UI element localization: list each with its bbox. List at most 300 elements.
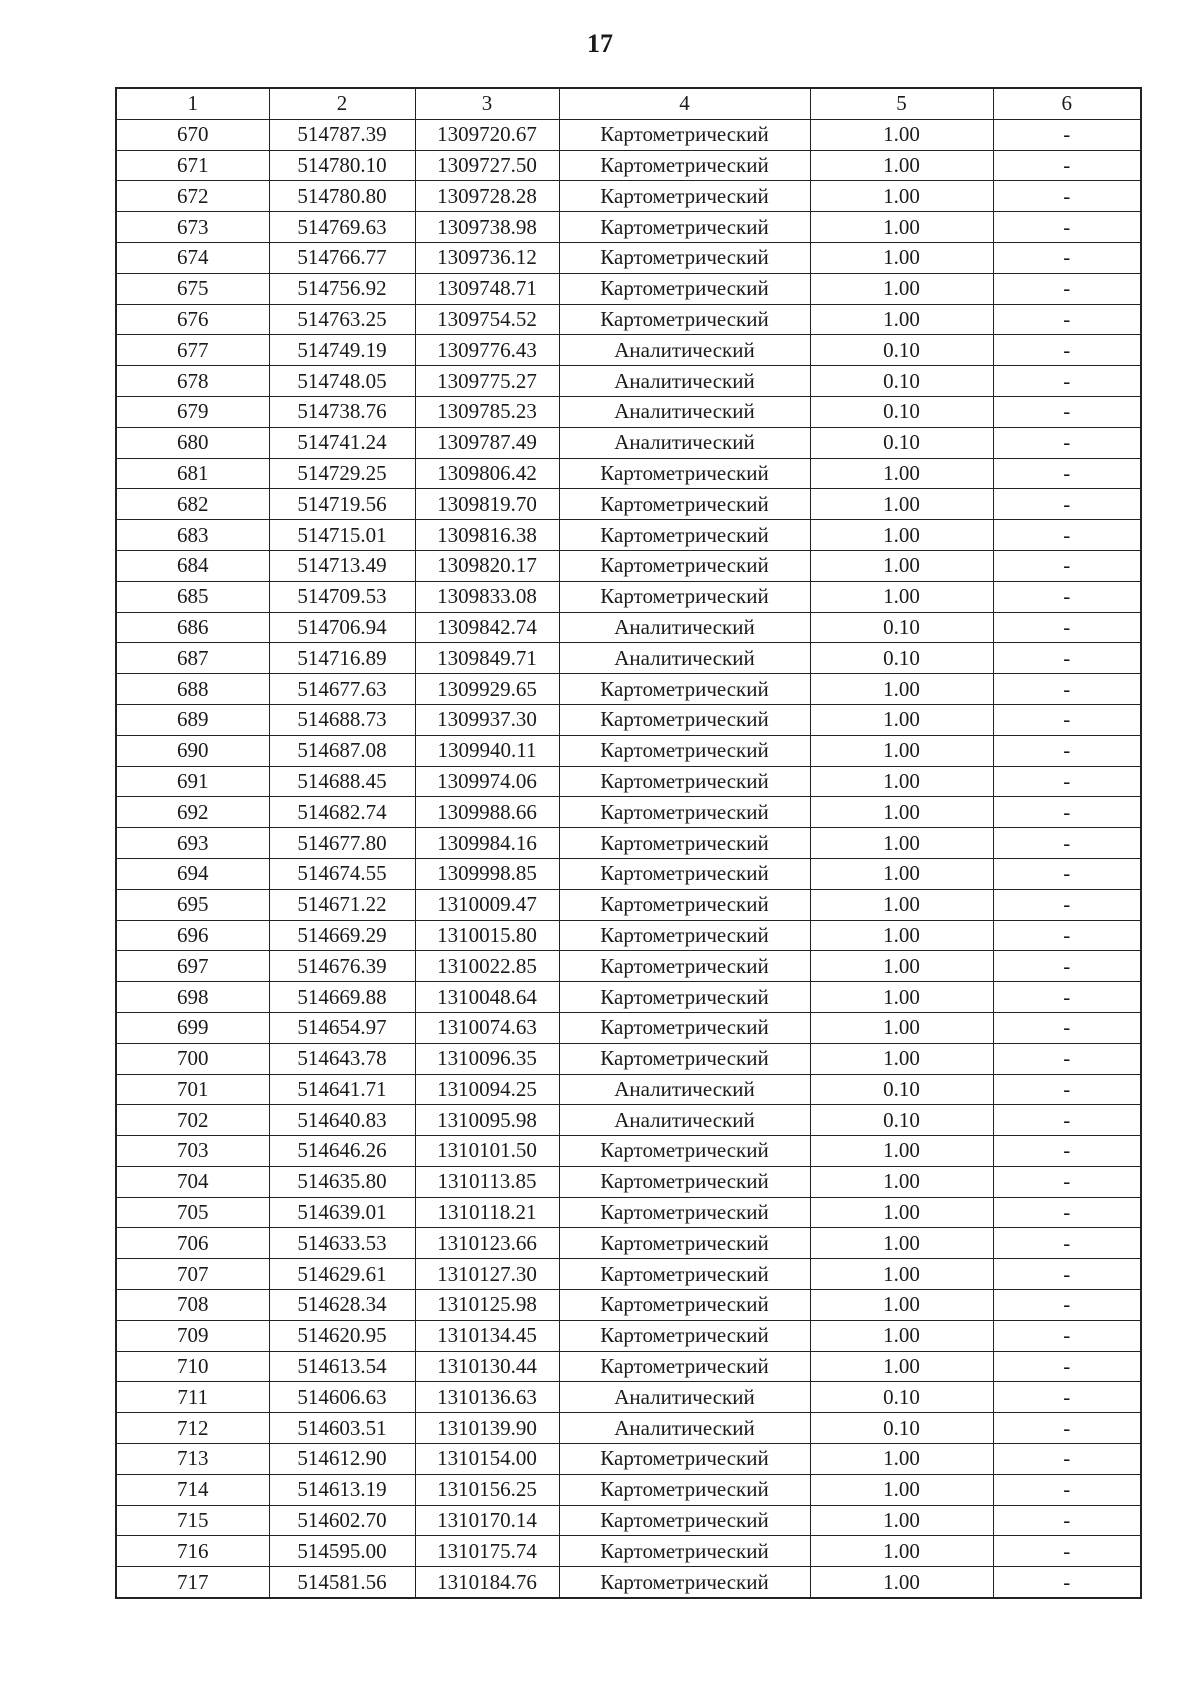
y-coordinate-cell: 1310101.50	[415, 1136, 559, 1167]
page-number: 17	[587, 29, 613, 58]
y-coordinate-cell: 1310123.66	[415, 1228, 559, 1259]
y-coordinate-cell: 1310170.14	[415, 1505, 559, 1536]
x-coordinate-cell: 514719.56	[269, 489, 415, 520]
point-number-cell: 698	[116, 982, 269, 1013]
point-number-cell: 672	[116, 181, 269, 212]
y-coordinate-cell: 1309819.70	[415, 489, 559, 520]
method-cell: Картометрический	[559, 1320, 810, 1351]
point-number-cell: 684	[116, 550, 269, 581]
table-row	[116, 735, 1141, 766]
accuracy-cell: 1.00	[810, 1505, 993, 1536]
point-number-cell: 682	[116, 489, 269, 520]
y-coordinate-cell: 1310156.25	[415, 1474, 559, 1505]
table-row	[116, 1136, 1141, 1167]
note-cell: -	[993, 1413, 1141, 1444]
note-cell: -	[993, 920, 1141, 951]
method-cell: Картометрический	[559, 889, 810, 920]
point-number-cell: 701	[116, 1074, 269, 1105]
x-coordinate-cell: 514709.53	[269, 581, 415, 612]
column-header: 5	[810, 88, 993, 119]
x-coordinate-cell: 514643.78	[269, 1043, 415, 1074]
point-number-cell: 694	[116, 858, 269, 889]
method-cell: Картометрический	[559, 1043, 810, 1074]
accuracy-cell: 0.10	[810, 427, 993, 458]
note-cell: -	[993, 581, 1141, 612]
x-coordinate-cell: 514640.83	[269, 1105, 415, 1136]
accuracy-cell: 0.10	[810, 1382, 993, 1413]
table-row	[116, 1536, 1141, 1567]
table-row	[116, 150, 1141, 181]
y-coordinate-cell: 1310154.00	[415, 1444, 559, 1475]
note-cell: -	[993, 1136, 1141, 1167]
method-cell: Аналитический	[559, 396, 810, 427]
accuracy-cell: 1.00	[810, 1197, 993, 1228]
note-cell: -	[993, 1320, 1141, 1351]
x-coordinate-cell: 514780.80	[269, 181, 415, 212]
point-number-cell: 700	[116, 1043, 269, 1074]
note-cell: -	[993, 150, 1141, 181]
method-cell: Картометрический	[559, 1290, 810, 1321]
y-coordinate-cell: 1309984.16	[415, 828, 559, 859]
method-cell: Картометрический	[559, 766, 810, 797]
table-row	[116, 242, 1141, 273]
note-cell: -	[993, 889, 1141, 920]
x-coordinate-cell: 514748.05	[269, 366, 415, 397]
accuracy-cell: 1.00	[810, 304, 993, 335]
point-number-cell: 716	[116, 1536, 269, 1567]
y-coordinate-cell: 1309820.17	[415, 550, 559, 581]
accuracy-cell: 1.00	[810, 858, 993, 889]
table-row	[116, 1259, 1141, 1290]
method-cell: Картометрический	[559, 1567, 810, 1598]
accuracy-cell: 0.10	[810, 612, 993, 643]
accuracy-cell: 1.00	[810, 581, 993, 612]
y-coordinate-cell: 1310022.85	[415, 951, 559, 982]
x-coordinate-cell: 514674.55	[269, 858, 415, 889]
note-cell: -	[993, 1105, 1141, 1136]
y-coordinate-cell: 1309937.30	[415, 704, 559, 735]
accuracy-cell: 1.00	[810, 1474, 993, 1505]
accuracy-cell: 1.00	[810, 1043, 993, 1074]
table-row	[116, 1351, 1141, 1382]
y-coordinate-cell: 1310096.35	[415, 1043, 559, 1074]
method-cell: Картометрический	[559, 273, 810, 304]
x-coordinate-cell: 514602.70	[269, 1505, 415, 1536]
table-row	[116, 951, 1141, 982]
x-coordinate-cell: 514677.80	[269, 828, 415, 859]
method-cell: Аналитический	[559, 1413, 810, 1444]
table-row	[116, 1505, 1141, 1536]
y-coordinate-cell: 1309988.66	[415, 797, 559, 828]
point-number-cell: 679	[116, 396, 269, 427]
x-coordinate-cell: 514606.63	[269, 1382, 415, 1413]
method-cell: Аналитический	[559, 1382, 810, 1413]
y-coordinate-cell: 1309720.67	[415, 119, 559, 150]
point-number-cell: 706	[116, 1228, 269, 1259]
point-number-cell: 687	[116, 643, 269, 674]
accuracy-cell: 1.00	[810, 273, 993, 304]
table-row	[116, 766, 1141, 797]
method-cell: Картометрический	[559, 828, 810, 859]
note-cell: -	[993, 427, 1141, 458]
note-cell: -	[993, 1505, 1141, 1536]
table-row	[116, 396, 1141, 427]
point-number-cell: 708	[116, 1290, 269, 1321]
point-number-cell: 670	[116, 119, 269, 150]
table-row	[116, 458, 1141, 489]
method-cell: Картометрический	[559, 674, 810, 705]
y-coordinate-cell: 1309728.28	[415, 181, 559, 212]
note-cell: -	[993, 1290, 1141, 1321]
method-cell: Аналитический	[559, 335, 810, 366]
point-number-cell: 683	[116, 520, 269, 551]
y-coordinate-cell: 1309833.08	[415, 581, 559, 612]
note-cell: -	[993, 1351, 1141, 1382]
accuracy-cell: 0.10	[810, 366, 993, 397]
column-header: 4	[559, 88, 810, 119]
method-cell: Аналитический	[559, 366, 810, 397]
note-cell: -	[993, 1259, 1141, 1290]
y-coordinate-cell: 1309929.65	[415, 674, 559, 705]
y-coordinate-cell: 1309787.49	[415, 427, 559, 458]
note-cell: -	[993, 612, 1141, 643]
note-cell: -	[993, 828, 1141, 859]
note-cell: -	[993, 704, 1141, 735]
table-row	[116, 427, 1141, 458]
point-number-cell: 699	[116, 1012, 269, 1043]
table-row	[116, 1074, 1141, 1105]
table-row	[116, 119, 1141, 150]
point-number-cell: 707	[116, 1259, 269, 1290]
method-cell: Картометрический	[559, 304, 810, 335]
accuracy-cell: 1.00	[810, 951, 993, 982]
table-row	[116, 273, 1141, 304]
y-coordinate-cell: 1310125.98	[415, 1290, 559, 1321]
accuracy-cell: 1.00	[810, 1536, 993, 1567]
note-cell: -	[993, 1166, 1141, 1197]
x-coordinate-cell: 514682.74	[269, 797, 415, 828]
table-row	[116, 1413, 1141, 1444]
table-row	[116, 520, 1141, 551]
accuracy-cell: 0.10	[810, 1105, 993, 1136]
note-cell: -	[993, 1197, 1141, 1228]
x-coordinate-cell: 514769.63	[269, 212, 415, 243]
y-coordinate-cell: 1309738.98	[415, 212, 559, 243]
coordinates-table	[115, 87, 1142, 1599]
table-row	[116, 1012, 1141, 1043]
y-coordinate-cell: 1310074.63	[415, 1012, 559, 1043]
table-row	[116, 1382, 1141, 1413]
x-coordinate-cell: 514641.71	[269, 1074, 415, 1105]
x-coordinate-cell: 514629.61	[269, 1259, 415, 1290]
table-row	[116, 1228, 1141, 1259]
method-cell: Картометрический	[559, 1259, 810, 1290]
note-cell: -	[993, 766, 1141, 797]
x-coordinate-cell: 514633.53	[269, 1228, 415, 1259]
table-row	[116, 304, 1141, 335]
table-row	[116, 828, 1141, 859]
x-coordinate-cell: 514687.08	[269, 735, 415, 766]
x-coordinate-cell: 514613.54	[269, 1351, 415, 1382]
method-cell: Картометрический	[559, 489, 810, 520]
table-row	[116, 1105, 1141, 1136]
point-number-cell: 686	[116, 612, 269, 643]
column-header: 2	[269, 88, 415, 119]
x-coordinate-cell: 514677.63	[269, 674, 415, 705]
table-row	[116, 889, 1141, 920]
table-row	[116, 704, 1141, 735]
point-number-cell: 692	[116, 797, 269, 828]
accuracy-cell: 1.00	[810, 1351, 993, 1382]
point-number-cell: 681	[116, 458, 269, 489]
y-coordinate-cell: 1310094.25	[415, 1074, 559, 1105]
point-number-cell: 704	[116, 1166, 269, 1197]
y-coordinate-cell: 1310184.76	[415, 1567, 559, 1598]
x-coordinate-cell: 514688.45	[269, 766, 415, 797]
accuracy-cell: 1.00	[810, 1320, 993, 1351]
table-row	[116, 1567, 1141, 1598]
note-cell: -	[993, 674, 1141, 705]
x-coordinate-cell: 514620.95	[269, 1320, 415, 1351]
table-row	[116, 643, 1141, 674]
point-number-cell: 717	[116, 1567, 269, 1598]
note-cell: -	[993, 273, 1141, 304]
accuracy-cell: 1.00	[810, 982, 993, 1013]
accuracy-cell: 1.00	[810, 1012, 993, 1043]
y-coordinate-cell: 1310127.30	[415, 1259, 559, 1290]
point-number-cell: 710	[116, 1351, 269, 1382]
note-cell: -	[993, 1012, 1141, 1043]
accuracy-cell: 1.00	[810, 1444, 993, 1475]
note-cell: -	[993, 1043, 1141, 1074]
x-coordinate-cell: 514612.90	[269, 1444, 415, 1475]
note-cell: -	[993, 1444, 1141, 1475]
x-coordinate-cell: 514595.00	[269, 1536, 415, 1567]
point-number-cell: 697	[116, 951, 269, 982]
x-coordinate-cell: 514780.10	[269, 150, 415, 181]
y-coordinate-cell: 1309842.74	[415, 612, 559, 643]
table-row	[116, 1197, 1141, 1228]
x-coordinate-cell: 514646.26	[269, 1136, 415, 1167]
note-cell: -	[993, 1228, 1141, 1259]
method-cell: Картометрический	[559, 735, 810, 766]
method-cell: Картометрический	[559, 119, 810, 150]
method-cell: Картометрический	[559, 1197, 810, 1228]
method-cell: Картометрический	[559, 242, 810, 273]
method-cell: Картометрический	[559, 181, 810, 212]
note-cell: -	[993, 1536, 1141, 1567]
y-coordinate-cell: 1310009.47	[415, 889, 559, 920]
method-cell: Картометрический	[559, 1012, 810, 1043]
accuracy-cell: 1.00	[810, 1136, 993, 1167]
table-row	[116, 489, 1141, 520]
y-coordinate-cell: 1309775.27	[415, 366, 559, 397]
accuracy-cell: 0.10	[810, 335, 993, 366]
note-cell: -	[993, 396, 1141, 427]
note-cell: -	[993, 1567, 1141, 1598]
note-cell: -	[993, 366, 1141, 397]
accuracy-cell: 1.00	[810, 704, 993, 735]
accuracy-cell: 0.10	[810, 1413, 993, 1444]
table-row	[116, 612, 1141, 643]
point-number-cell: 680	[116, 427, 269, 458]
table-row	[116, 550, 1141, 581]
method-cell: Картометрический	[559, 458, 810, 489]
table-row	[116, 674, 1141, 705]
note-cell: -	[993, 1382, 1141, 1413]
accuracy-cell: 0.10	[810, 1074, 993, 1105]
y-coordinate-cell: 1309754.52	[415, 304, 559, 335]
x-coordinate-cell: 514669.29	[269, 920, 415, 951]
method-cell: Аналитический	[559, 1074, 810, 1105]
note-cell: -	[993, 489, 1141, 520]
x-coordinate-cell: 514729.25	[269, 458, 415, 489]
method-cell: Аналитический	[559, 427, 810, 458]
accuracy-cell: 1.00	[810, 1567, 993, 1598]
point-number-cell: 675	[116, 273, 269, 304]
table-row	[116, 581, 1141, 612]
point-number-cell: 673	[116, 212, 269, 243]
y-coordinate-cell: 1310130.44	[415, 1351, 559, 1382]
method-cell: Картометрический	[559, 951, 810, 982]
y-coordinate-cell: 1309785.23	[415, 396, 559, 427]
method-cell: Картометрический	[559, 858, 810, 889]
x-coordinate-cell: 514749.19	[269, 335, 415, 366]
x-coordinate-cell: 514654.97	[269, 1012, 415, 1043]
accuracy-cell: 1.00	[810, 212, 993, 243]
point-number-cell: 691	[116, 766, 269, 797]
table-row	[116, 1474, 1141, 1505]
y-coordinate-cell: 1309748.71	[415, 273, 559, 304]
method-cell: Картометрический	[559, 550, 810, 581]
accuracy-cell: 1.00	[810, 489, 993, 520]
method-cell: Картометрический	[559, 1228, 810, 1259]
y-coordinate-cell: 1309727.50	[415, 150, 559, 181]
note-cell: -	[993, 304, 1141, 335]
point-number-cell: 709	[116, 1320, 269, 1351]
y-coordinate-cell: 1309776.43	[415, 335, 559, 366]
point-number-cell: 696	[116, 920, 269, 951]
accuracy-cell: 1.00	[810, 242, 993, 273]
point-number-cell: 677	[116, 335, 269, 366]
y-coordinate-cell: 1310118.21	[415, 1197, 559, 1228]
note-cell: -	[993, 550, 1141, 581]
table-row	[116, 1166, 1141, 1197]
x-coordinate-cell: 514581.56	[269, 1567, 415, 1598]
y-coordinate-cell: 1310175.74	[415, 1536, 559, 1567]
point-number-cell: 702	[116, 1105, 269, 1136]
accuracy-cell: 0.10	[810, 643, 993, 674]
method-cell: Аналитический	[559, 1105, 810, 1136]
note-cell: -	[993, 1074, 1141, 1105]
point-number-cell: 685	[116, 581, 269, 612]
table-row	[116, 1043, 1141, 1074]
point-number-cell: 712	[116, 1413, 269, 1444]
x-coordinate-cell: 514756.92	[269, 273, 415, 304]
note-cell: -	[993, 212, 1141, 243]
x-coordinate-cell: 514706.94	[269, 612, 415, 643]
table-row	[116, 797, 1141, 828]
point-number-cell: 688	[116, 674, 269, 705]
point-number-cell: 693	[116, 828, 269, 859]
accuracy-cell: 1.00	[810, 1290, 993, 1321]
y-coordinate-cell: 1309998.85	[415, 858, 559, 889]
point-number-cell: 713	[116, 1444, 269, 1475]
point-number-cell: 690	[116, 735, 269, 766]
y-coordinate-cell: 1310113.85	[415, 1166, 559, 1197]
method-cell: Картометрический	[559, 520, 810, 551]
column-header: 3	[415, 88, 559, 119]
table-row	[116, 1290, 1141, 1321]
x-coordinate-cell: 514713.49	[269, 550, 415, 581]
x-coordinate-cell: 514787.39	[269, 119, 415, 150]
y-coordinate-cell: 1310095.98	[415, 1105, 559, 1136]
accuracy-cell: 1.00	[810, 674, 993, 705]
method-cell: Картометрический	[559, 982, 810, 1013]
point-number-cell: 714	[116, 1474, 269, 1505]
point-number-cell: 674	[116, 242, 269, 273]
y-coordinate-cell: 1310015.80	[415, 920, 559, 951]
point-number-cell: 676	[116, 304, 269, 335]
x-coordinate-cell: 514628.34	[269, 1290, 415, 1321]
point-number-cell: 711	[116, 1382, 269, 1413]
accuracy-cell: 1.00	[810, 766, 993, 797]
method-cell: Картометрический	[559, 1444, 810, 1475]
x-coordinate-cell: 514639.01	[269, 1197, 415, 1228]
note-cell: -	[993, 735, 1141, 766]
method-cell: Картометрический	[559, 581, 810, 612]
point-number-cell: 695	[116, 889, 269, 920]
note-cell: -	[993, 1474, 1141, 1505]
accuracy-cell: 1.00	[810, 181, 993, 212]
method-cell: Картометрический	[559, 1536, 810, 1567]
x-coordinate-cell: 514603.51	[269, 1413, 415, 1444]
point-number-cell: 715	[116, 1505, 269, 1536]
point-number-cell: 671	[116, 150, 269, 181]
column-header: 1	[116, 88, 269, 119]
note-cell: -	[993, 335, 1141, 366]
accuracy-cell: 1.00	[810, 550, 993, 581]
method-cell: Картометрический	[559, 150, 810, 181]
x-coordinate-cell: 514669.88	[269, 982, 415, 1013]
y-coordinate-cell: 1309974.06	[415, 766, 559, 797]
table-row	[116, 181, 1141, 212]
method-cell: Картометрический	[559, 212, 810, 243]
note-cell: -	[993, 520, 1141, 551]
point-number-cell: 689	[116, 704, 269, 735]
note-cell: -	[993, 982, 1141, 1013]
y-coordinate-cell: 1309940.11	[415, 735, 559, 766]
note-cell: -	[993, 119, 1141, 150]
y-coordinate-cell: 1309806.42	[415, 458, 559, 489]
x-coordinate-cell: 514635.80	[269, 1166, 415, 1197]
accuracy-cell: 1.00	[810, 1228, 993, 1259]
table-row	[116, 1320, 1141, 1351]
accuracy-cell: 1.00	[810, 150, 993, 181]
y-coordinate-cell: 1310139.90	[415, 1413, 559, 1444]
table-row	[116, 212, 1141, 243]
point-number-cell: 703	[116, 1136, 269, 1167]
y-coordinate-cell: 1309736.12	[415, 242, 559, 273]
y-coordinate-cell: 1309849.71	[415, 643, 559, 674]
note-cell: -	[993, 643, 1141, 674]
x-coordinate-cell: 514716.89	[269, 643, 415, 674]
accuracy-cell: 1.00	[810, 735, 993, 766]
accuracy-cell: 1.00	[810, 828, 993, 859]
y-coordinate-cell: 1310048.64	[415, 982, 559, 1013]
note-cell: -	[993, 458, 1141, 489]
point-number-cell: 705	[116, 1197, 269, 1228]
